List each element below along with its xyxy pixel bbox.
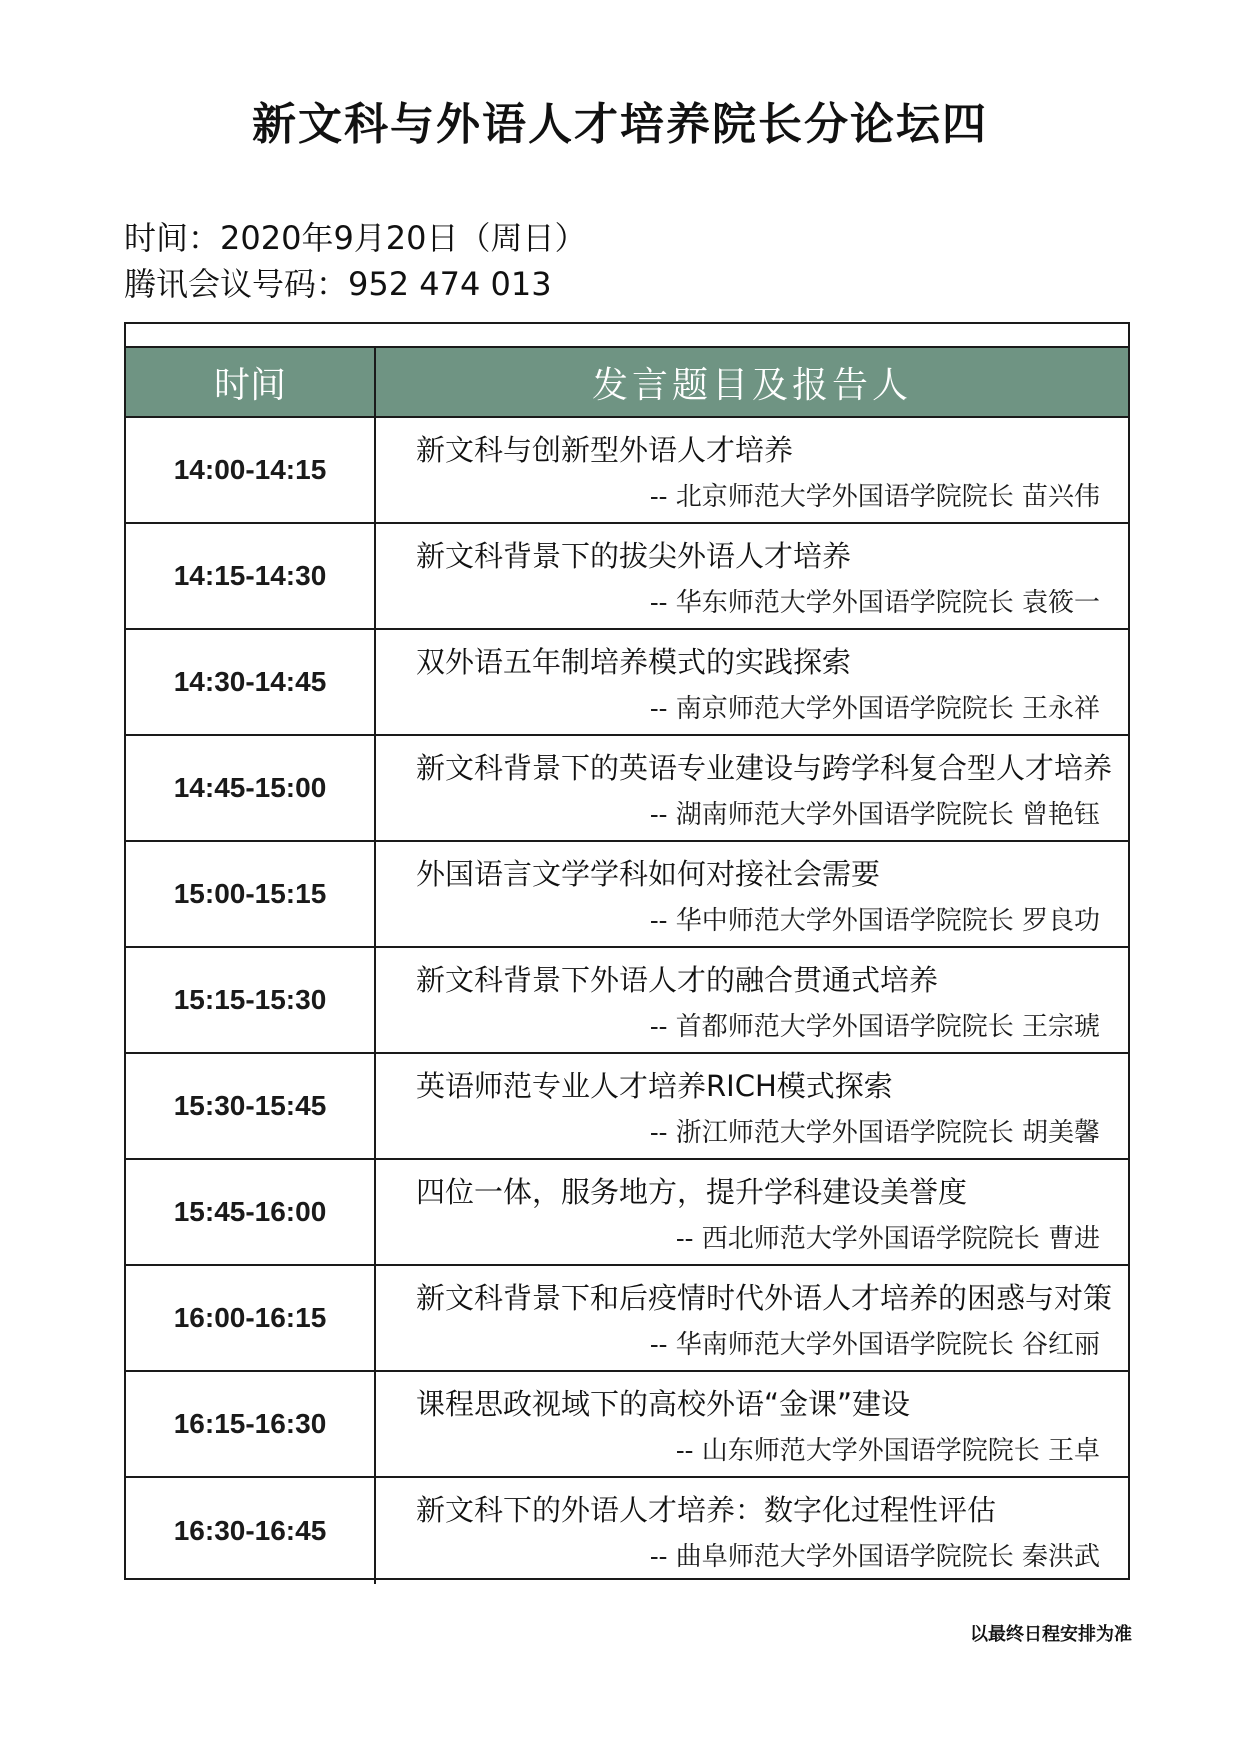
event-date: 时间：2020年9月20日（周日）: [124, 219, 587, 257]
talk-title: 外国语言文学学科如何对接社会需要: [416, 857, 881, 891]
time-cell: 14:30-14:45: [126, 630, 376, 734]
time-cell: 15:45-16:00: [126, 1160, 376, 1264]
speaker: -- 浙江师范大学外国语学院院长 胡美馨: [649, 1118, 1100, 1148]
time-cell: 14:45-15:00: [126, 736, 376, 840]
schedule-footnote: 以最终日程安排为准: [970, 1624, 1132, 1645]
topic-cell: [376, 1266, 1128, 1370]
topic-cell: [376, 1478, 1128, 1584]
table-row: [126, 1372, 1128, 1478]
table-row: [126, 1478, 1128, 1584]
speaker: -- 南京师范大学外国语学院院长 王永祥: [649, 694, 1100, 724]
table-row: [126, 630, 1128, 736]
table-row: [126, 1160, 1128, 1266]
speaker: -- 华东师范大学外国语学院院长 袁筱一: [649, 588, 1100, 618]
speaker: -- 华中师范大学外国语学院院长 罗良功: [649, 906, 1100, 936]
speaker: -- 北京师范大学外国语学院院长 苗兴伟: [649, 482, 1100, 512]
talk-title: 新文科背景下的英语专业建设与跨学科复合型人才培养: [416, 751, 1113, 785]
speaker: -- 湖南师范大学外国语学院院长 曾艳钰: [649, 800, 1100, 830]
table-row: [126, 1266, 1128, 1372]
talk-title: 四位一体，服务地方，提升学科建设美誉度: [416, 1175, 968, 1209]
table-row: [126, 524, 1128, 630]
table-row: [126, 842, 1128, 948]
speaker: -- 山东师范大学外国语学院院长 王卓: [675, 1436, 1100, 1466]
topic-cell: [376, 524, 1128, 628]
table-row: [126, 736, 1128, 842]
meeting-number: 腾讯会议号码：952 474 013: [124, 265, 552, 303]
speaker: -- 曲阜师范大学外国语学院院长 秦洪武: [649, 1542, 1100, 1572]
time-cell: 14:00-14:15: [126, 418, 376, 522]
speaker: -- 首都师范大学外国语学院院长 王宗琥: [649, 1012, 1100, 1042]
topic-cell: [376, 842, 1128, 946]
talk-title: 双外语五年制培养模式的实践探索: [416, 645, 852, 679]
talk-title: 新文科下的外语人才培养：数字化过程性评估: [416, 1493, 997, 1527]
page-title: 新文科与外语人才培养院长分论坛四: [252, 99, 988, 150]
time-cell: 16:30-16:45: [126, 1478, 376, 1584]
speaker: -- 西北师范大学外国语学院院长 曹进: [675, 1224, 1100, 1254]
time-cell: 16:00-16:15: [126, 1266, 376, 1370]
schedule-table: [124, 322, 1130, 1580]
topic-cell: [376, 1160, 1128, 1264]
topic-cell: [376, 418, 1128, 522]
table-row: [126, 948, 1128, 1054]
time-cell: 15:00-15:15: [126, 842, 376, 946]
table-row: [126, 1054, 1128, 1160]
talk-title: 英语师范专业人才培养RICH模式探索: [416, 1069, 893, 1103]
topic-column-header: 发言题目及报告人: [591, 364, 912, 406]
talk-title: 新文科背景下外语人才的融合贯通式培养: [416, 963, 939, 997]
speaker: -- 华南师范大学外国语学院院长 谷红丽: [649, 1330, 1100, 1360]
time-cell: 16:15-16:30: [126, 1372, 376, 1476]
talk-title: 课程思政视域下的高校外语“金课”建设: [416, 1387, 911, 1421]
topic-cell: [376, 630, 1128, 734]
time-cell: 15:15-15:30: [126, 948, 376, 1052]
table-header: [126, 346, 1128, 418]
table-body: [126, 418, 1128, 1584]
topic-cell: [376, 948, 1128, 1052]
time-column-header: 时间: [126, 348, 376, 416]
topic-cell: [376, 1372, 1128, 1476]
time-cell: 14:15-14:30: [126, 524, 376, 628]
topic-cell: [376, 736, 1128, 840]
table-row: [126, 418, 1128, 524]
talk-title: 新文科背景下的拔尖外语人才培养: [416, 539, 852, 573]
topic-cell: [376, 1054, 1128, 1158]
talk-title: 新文科与创新型外语人才培养: [416, 433, 794, 467]
time-cell: 15:30-15:45: [126, 1054, 376, 1158]
talk-title: 新文科背景下和后疫情时代外语人才培养的困惑与对策: [416, 1281, 1113, 1315]
